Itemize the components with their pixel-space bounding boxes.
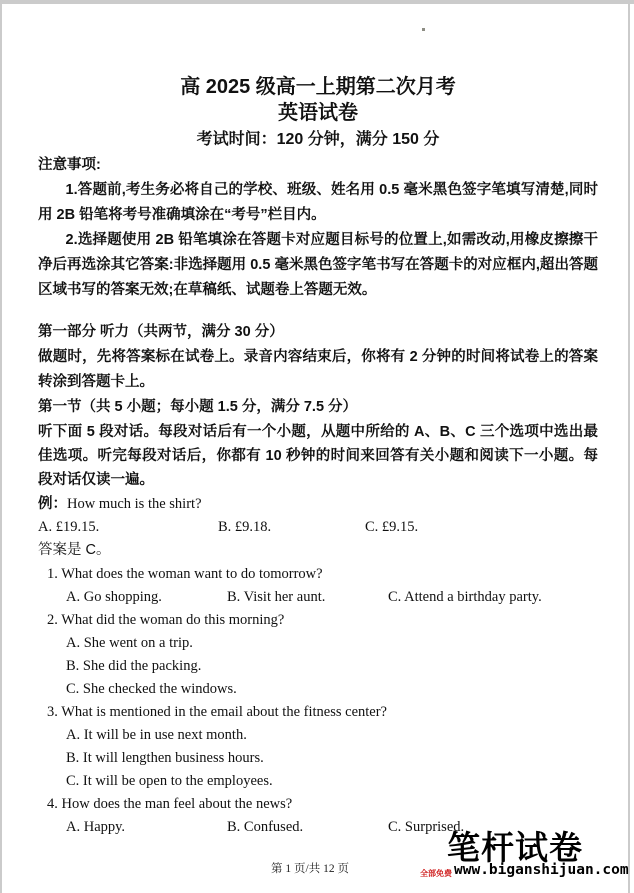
notice-item-1: 1.答题前,考生务必将自己的学校、班级、姓名用 0.5 毫米黑色签字笔填写清楚,同时用 2B 铅笔将考号准确填涂在“考号”栏目内。 — [38, 182, 598, 223]
watermark-free-tag: 全部免费 — [420, 869, 452, 878]
question-4-option-b: B. Confused. — [227, 819, 304, 835]
watermark-brand-text: 笔杆试卷 — [447, 829, 583, 866]
exam-time-score-info: 考试时间：120 分钟，满分 150 分 — [196, 131, 440, 148]
notice-item-2: 2.选择题使用 2B 铅笔填涂在答题卡对应题目标号的位置上,如需改动,用橡皮擦擦干净后再选涂其它答案:非选择题用 0.5 毫米黑色签字笔书写在答题卡的对应框内,超出答题区域书写的答案无效;在草稿纸、试题卷上答题无效。 — [38, 232, 598, 298]
page-right-edge — [628, 4, 630, 893]
question-3-option-b: B. It will lengthen business hours. — [66, 750, 264, 766]
question-3-option-a: A. It will be in use next month. — [66, 727, 247, 743]
example-option-b: B. £9.18. — [218, 519, 272, 535]
viewer-top-edge — [0, 0, 634, 4]
question-1-option-a: A. Go shopping. — [66, 589, 162, 605]
question-3-text: 3. What is mentioned in the email about the fitness center? — [47, 704, 387, 720]
watermark-url-text: www.biganshijuan.com — [454, 862, 629, 878]
exam-subject-title: 英语试卷 — [278, 102, 358, 124]
question-1-option-b: B. Visit her aunt. — [227, 589, 326, 605]
example-answer-note: 答案是 C。 — [38, 542, 111, 558]
example-option-c: C. £9.15. — [365, 519, 419, 535]
question-4-text: 4. How does the man feel about the news? — [47, 796, 293, 812]
example-options-row — [38, 516, 598, 539]
example-question-text: How much is the shirt? — [67, 496, 202, 512]
example-option-a: A. £19.15. — [38, 519, 100, 535]
viewer-left-edge — [0, 0, 2, 893]
part1-intro: 做题时，先将答案标在试卷上。录音内容结束后，你将有 2 分钟的时间将试卷上的答案转涂到答题卡上。 — [38, 349, 598, 390]
question-4-option-c: C. Surprised. — [388, 819, 465, 835]
section1-heading: 第一节（共 5 小题；每小题 1.5 分，满分 7.5 分） — [38, 399, 358, 415]
question-2-option-b: B. She did the packing. — [66, 658, 202, 674]
exam-title: 高 2025 级高一上期第二次月考 — [180, 76, 456, 98]
question-1-text: 1. What does the woman want to do tomorrow? — [47, 566, 323, 582]
question-1-option-c: C. Attend a birthday party. — [388, 589, 542, 605]
exam-page-content — [38, 74, 598, 839]
example-label: 例： — [38, 496, 67, 512]
listening-questions-list — [38, 563, 598, 839]
scan-speck-dot — [422, 28, 425, 31]
question-1-options-row — [38, 586, 598, 609]
question-2-option-a: A. She went on a trip. — [66, 635, 193, 651]
question-4-option-a: A. Happy. — [66, 819, 126, 835]
biganshijuan-watermark — [420, 829, 629, 878]
part1-heading: 第一部分 听力（共两节，满分 30 分） — [38, 324, 284, 340]
page-number-indicator: 第 1 页/共 12 页 — [271, 863, 349, 875]
section1-intro: 听下面 5 段对话。每段对话后有一个小题，从题中所给的 A、B、C 三个选项中选出最佳选项。听完每段对话后，你都有 10 秒钟的时间来回答有关小题和阅读下一小题。每段对话仅读一遍。 — [38, 424, 598, 488]
notice-heading: 注意事项: — [38, 157, 101, 173]
question-2-text: 2. What did the woman do this morning? — [47, 612, 285, 628]
question-2-option-c: C. She checked the windows. — [66, 681, 237, 697]
question-3-option-c: C. It will be open to the employees. — [66, 773, 273, 789]
example-question-line — [38, 493, 598, 516]
